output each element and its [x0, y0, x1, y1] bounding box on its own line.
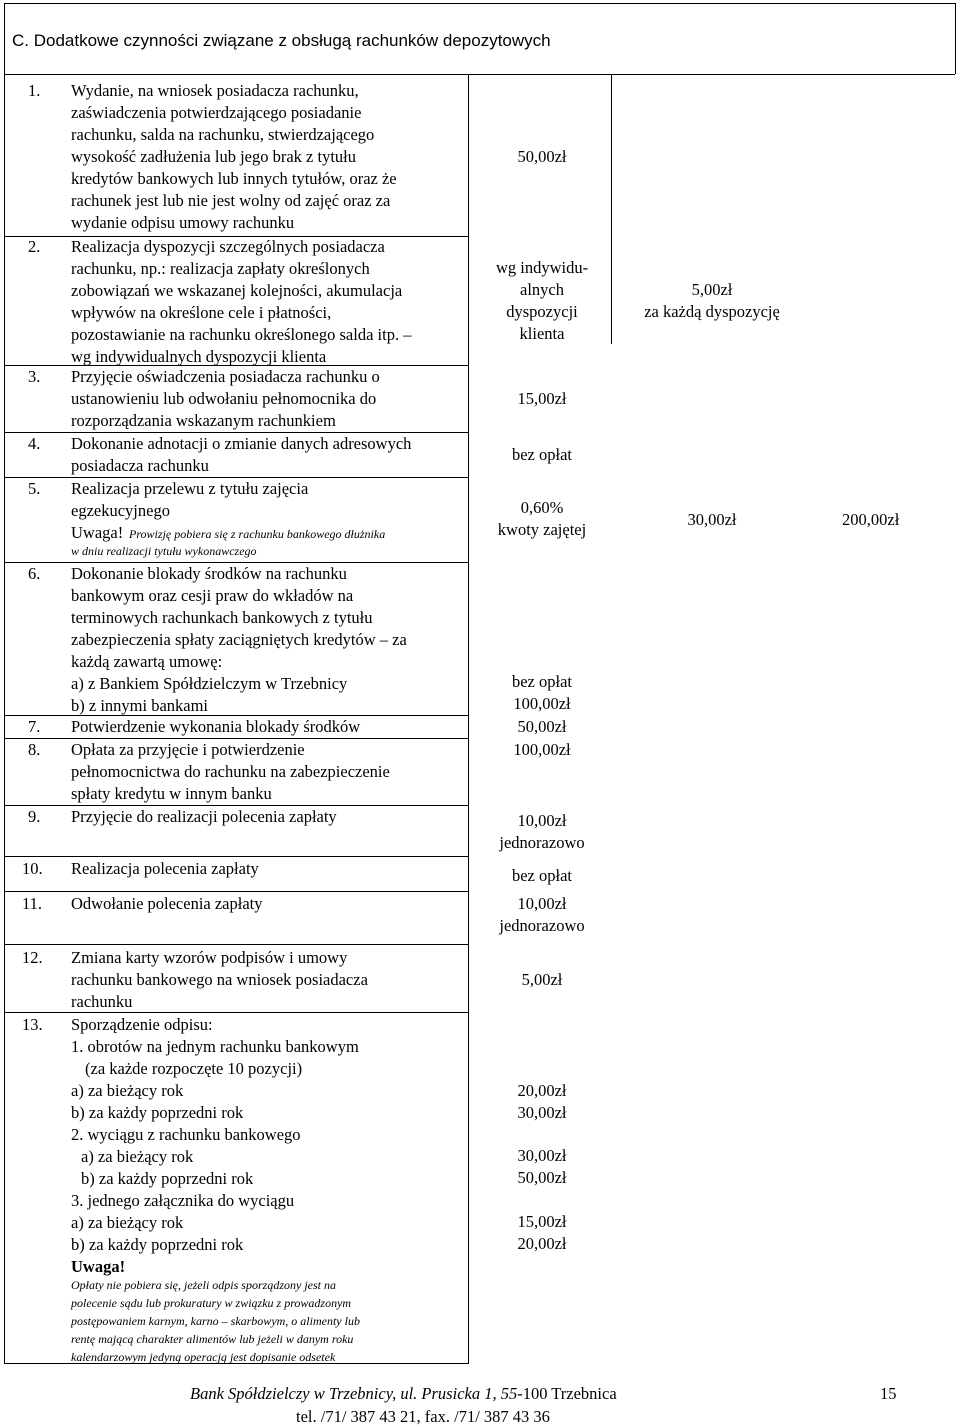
- row-description: Realizacja polecenia zapłaty: [71, 859, 259, 878]
- row-separator: [4, 891, 468, 892]
- row-description: Odwołanie polecenia zapłaty: [71, 894, 263, 913]
- row-description: Sporządzenie odpisu: 1. obrotów na jednym rachunku bankowym (za każde rozpoczęte 10 pozycji) a) za bieżący rok b) za każdy poprzedni rok 2. wyciągu z rachunku bankowego a) za bieżący rok b) za każdy poprzedni rok 3. jednego załącznika do wyciągu a) za bieżący rok b) za każdy poprzedni rok: [71, 1015, 359, 1254]
- row-description: Opłata za przyjęcie i potwierdzenie pełnomocnictwa do rachunku na zabezpieczenie spłaty kredytu w innym banku: [71, 740, 390, 803]
- note-text: w dniu realizacji tytułu wykonawczego: [71, 544, 257, 558]
- row-description: Realizacja przelewu z tytułu zajęcia egzekucyjnego: [71, 479, 309, 520]
- fee-value: bez opłat 100,00zł: [511, 672, 572, 713]
- page-number: 15: [880, 1384, 897, 1403]
- fee-value: 10,00zł jednorazowo: [499, 894, 585, 935]
- row-number: 11.: [22, 894, 43, 913]
- row-description: Realizacja dyspozycji szczególnych posiadacza rachunku, np.: realizacja zapłaty określonych zobowiązań we wskazanej kolejności, akumulacja wpływów na określone cele i płatności, pozostawianie na rachunku określonego salda itp. – wg indywidualnych dyspozycji klienta: [71, 237, 412, 366]
- row-number: 13.: [22, 1015, 43, 1034]
- row-description: Przyjęcie oświadczenia posiadacza rachunku o ustanowieniu lub odwołaniu pełnomocnika do rozporządzania wskazanym rachunkiem: [71, 367, 380, 430]
- row-description: Potwierdzenie wykonania blokady środków: [71, 717, 361, 736]
- row-number: 1.: [28, 81, 41, 100]
- note-text: Opłaty nie pobiera się, jeżeli odpis sporządzony jest na polecenie sądu lub prokuratury w związku z prowadzonym postępowaniem karnym, karno – skarbowym, o alimenty lub rentę mającą charakter alimentów lub jeżeli w danym roku kalendarzowym jedyną operacją jest dopisanie odsetek: [71, 1278, 360, 1364]
- note-text: Prowizję pobiera się z rachunku bankowego dłużnika: [129, 527, 386, 541]
- table-border-right: [955, 3, 956, 74]
- fee-value: 100,00zł: [513, 740, 571, 759]
- note-label: Uwaga!: [71, 523, 124, 542]
- row-description: Zmiana karty wzorów podpisów i umowy rachunku bankowego na wniosek posiadacza rachunku: [71, 948, 368, 1011]
- column-separator: [468, 74, 469, 1364]
- row-number: 9.: [28, 807, 41, 826]
- row-number: 4.: [28, 434, 41, 453]
- note-label: Uwaga!: [71, 1257, 126, 1276]
- row-separator: [4, 856, 468, 857]
- table-border-top: [4, 3, 955, 4]
- fee-value: 5,00zł: [521, 970, 563, 989]
- row-number: 3.: [28, 367, 41, 386]
- row-number: 6.: [28, 564, 41, 583]
- section-heading: C. Dodatkowe czynności związane z obsługą rachunków depozytowych: [12, 31, 551, 50]
- table-border-left: [4, 3, 5, 1364]
- row-number: 12.: [22, 948, 43, 967]
- fee-value: 15,00zł 20,00zł: [517, 1212, 567, 1253]
- row-description: Dokonanie adnotacji o zmianie danych adresowych posiadacza rachunku: [71, 434, 412, 475]
- row-number: 5.: [28, 479, 41, 498]
- row-number: 7.: [28, 717, 41, 736]
- row-number: 2.: [28, 237, 41, 256]
- row-description: Przyjęcie do realizacji polecenia zapłaty: [71, 807, 337, 826]
- fee-value: 30,00zł 50,00zł: [517, 1146, 567, 1187]
- footer-contact: tel. /71/ 387 43 21, fax. /71/ 387 43 36: [296, 1407, 550, 1426]
- fee-value: wg indywidu- alnych dyspozycji klienta: [495, 258, 589, 343]
- fee-per-dispatch: 5,00zł za każdą dyspozycję: [644, 280, 780, 321]
- fee-minimum: 30,00zł: [687, 510, 737, 529]
- heading-separator: [4, 74, 955, 75]
- fee-value: 0,60% kwoty zajętej: [497, 498, 587, 539]
- row-number: 8.: [28, 740, 41, 759]
- fee-value: bez opłat: [511, 866, 572, 885]
- footer-address: Bank Spółdzielczy w Trzebnicy, ul. Prusicka 1, 55-100 Trzebnica: [190, 1384, 617, 1403]
- row-number: 10.: [22, 859, 43, 878]
- fee-value: 50,00zł: [517, 147, 567, 166]
- fee-table: [4, 0, 956, 1366]
- row-separator: [4, 944, 468, 945]
- row-description: Dokonanie blokady środków na rachunku bankowym oraz cesji praw do wkładów na terminowych rachunkach bankowych z tytułu zabezpieczenia spłaty zaciągniętych kredytów – za każdą zawartą umowę: a) z Bankiem Spółdzielczym w Trzebnicy b) z innymi bankami: [71, 564, 407, 715]
- fee-value: 50,00zł: [517, 717, 567, 736]
- fee-value: bez opłat: [511, 445, 572, 464]
- fee-maximum: 200,00zł: [842, 510, 900, 529]
- fee-value: 10,00zł jednorazowo: [499, 811, 585, 852]
- row-description: Wydanie, na wniosek posiadacza rachunku, zaświadczenia potwierdzającego posiadanie rachunku, salda na rachunku, stwierdzającego wysokość zadłużenia lub jego brak z tytułu kredytów bankowych lub innych tytułów, oraz że rachunek jest lub nie jest wolny od zajęć oraz za wydanie odpisu umowy rachunku: [71, 81, 397, 232]
- fee-value: 20,00zł 30,00zł: [517, 1081, 567, 1122]
- fee-value: 15,00zł: [517, 389, 567, 408]
